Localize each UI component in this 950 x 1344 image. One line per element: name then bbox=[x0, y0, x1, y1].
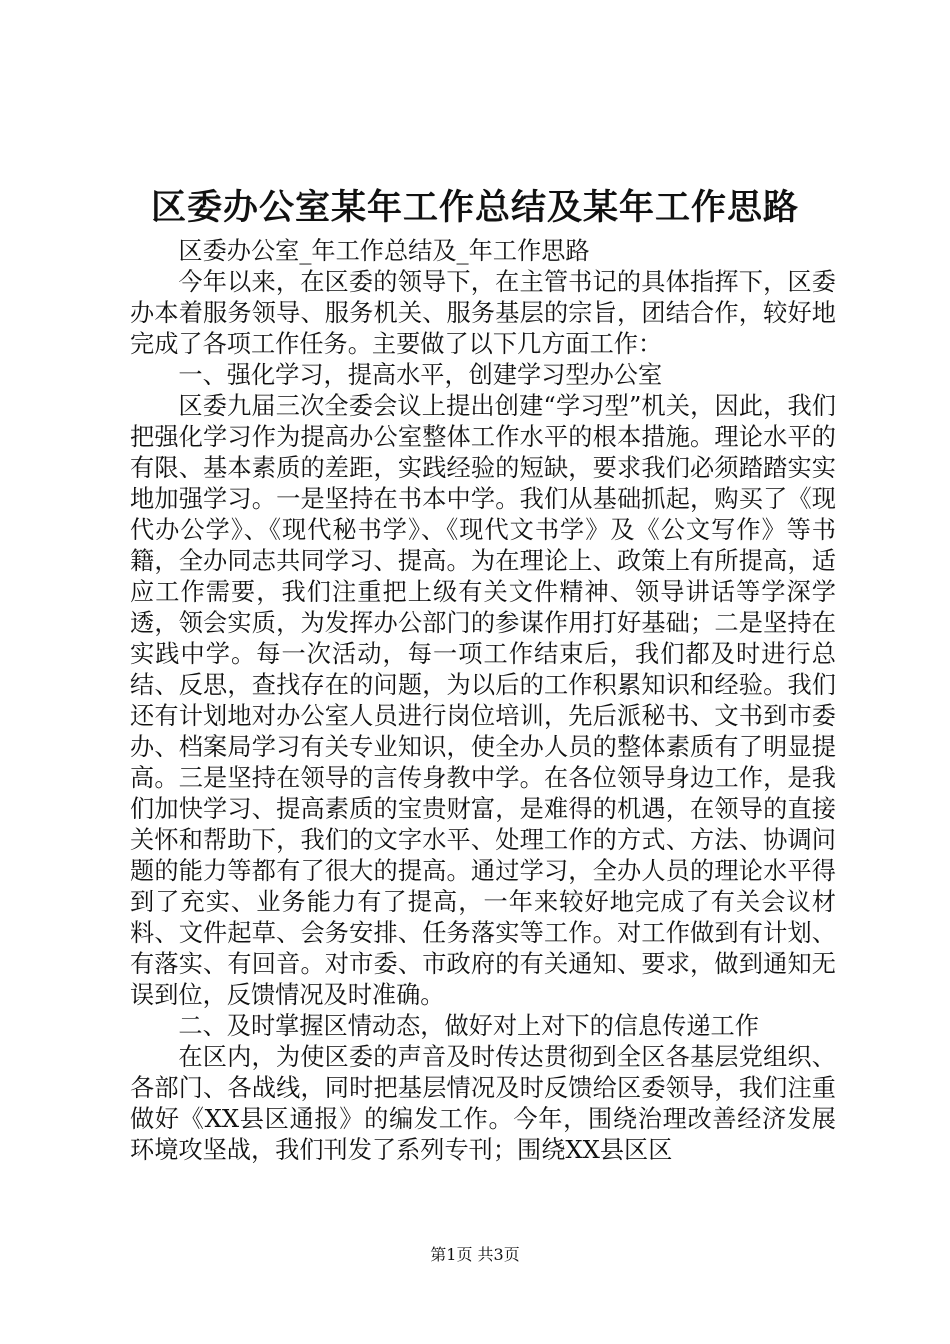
document-title: 区委办公室某年工作总结及某年工作思路 bbox=[150, 187, 799, 228]
document-body bbox=[130, 236, 836, 1166]
page-number-footer: 第1页 共3页 bbox=[430, 1245, 520, 1264]
subtitle-paragraph: 区委办公室_年工作总结及_年工作思路 bbox=[178, 237, 590, 265]
section-2-paragraph: 在区内，为使区委的声音及时传达贯彻到全区各基层党组织、各部门、各战线，同时把基层情况及时反馈给区委领导，我们注重做好《XX县区通报》的编发工作。今年，围绕治理改善经济发展环境攻坚战，我们刊发了系列专刊；围绕XX县区区 bbox=[130, 1043, 836, 1164]
section-heading-2: 二、及时掌握区情动态，做好对上对下的信息传递工作 bbox=[178, 1012, 759, 1040]
intro-paragraph: 今年以来，在区委的领导下，在主管书记的具体指挥下，区委办本着服务领导、服务机关、服务基层的宗旨，团结合作，较好地完成了各项工作任务。主要做了以下几方面工作： bbox=[130, 268, 836, 358]
section-heading-1: 一、强化学习，提高水平，创建学习型办公室 bbox=[178, 361, 663, 389]
section-1-paragraph: 区委九届三次全委会议上提出创建“学习型”机关，因此，我们把强化学习作为提高办公室整体工作水平的根本措施。理论水平的有限、基本素质的差距，实践经验的短缺，要求我们必须踏踏实实地加强学习。一是坚持在书本中学。我们从基础抓起，购买了《现代办公学》、《现代秘书学》、《现代文书学》及《公文写作》等书籍，全办同志共同学习、提高。为在理论上、政策上有所提高，适应工作需要，我们注重把上级有关文件精神、领导讲话等学深学透，领会实质，为发挥办公部门的参谋作用打好基础；二是坚持在实践中学。每一次活动，每一项工作结束后，我们都及时进行总结、反思，查找存在的问题，为以后的工作积累知识和经验。我们还有计划地对办公室人员进行岗位培训，先后派秘书、文书到市委办、档案局学习有关专业知识，使全办人员的整体素质有了明显提高。三是坚持在领导的言传身教中学。在各位领导身边工作，是我们加快学习、提高素质的宝贵财富，是难得的机遇，在领导的直接关怀和帮助下，我们的文字水平、处理工作的方式、方法、协调问题的能力等都有了很大的提高。通过学习，全办人员的理论水平得到了充实、业务能力有了提高，一年来较好地完成了有关会议材料、文件起草、会务安排、任务落实等工作。对工作做到有计划、有落实、有回音。对市委、市政府的有关通知、要求，做到通知无误到位，反馈情况及时准确。 bbox=[130, 392, 836, 1009]
